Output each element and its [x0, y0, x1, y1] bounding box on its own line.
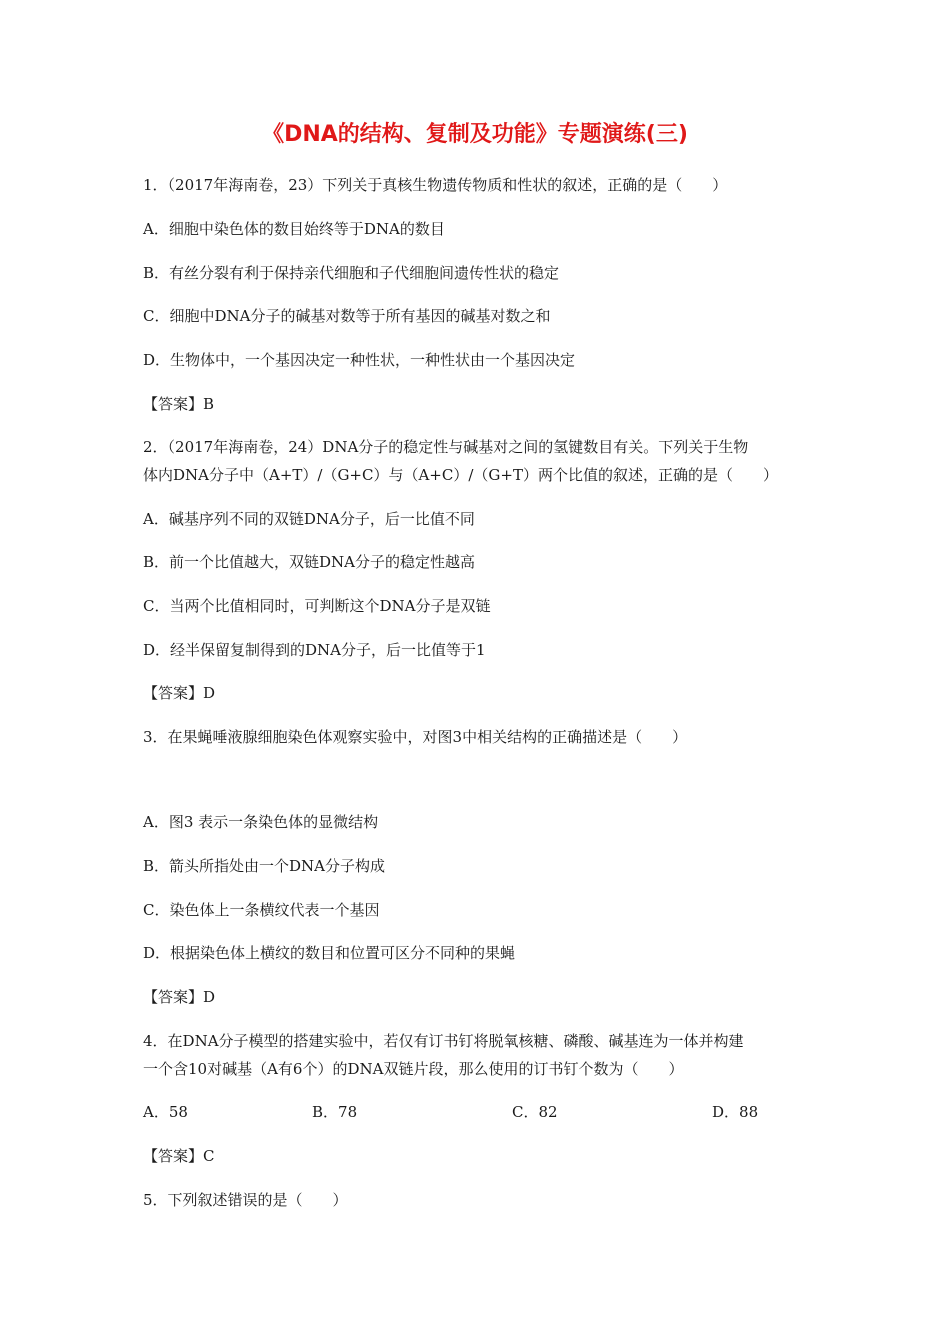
question-4-stem-line-2: 一个含10对碱基（A有6个）的DNA双链片段，那么使用的订书钉个数为（ ）: [143, 1060, 684, 1078]
question-3-stem: 3．在果蝇唾液腺细胞染色体观察实验中，对图3中相关结构的正确描述是（ ）: [143, 728, 688, 746]
question-4-option-c: C．82: [512, 1103, 558, 1121]
question-5-stem: 5．下列叙述错误的是（ ）: [143, 1191, 348, 1209]
question-4-option-a: A．58: [143, 1103, 188, 1121]
question-1-option-d: D．生物体中，一个基因决定一种性状，一种性状由一个基因决定: [143, 351, 576, 369]
question-1-option-a: A．细胞中染色体的数目始终等于DNA的数目: [143, 220, 445, 238]
question-4-option-b: B．78: [312, 1103, 358, 1121]
question-4-option-d: D．88: [712, 1103, 759, 1121]
question-4-stem-line-1: 4．在DNA分子模型的搭建实验中，若仅有订书钉将脱氧核糖、磷酸、碱基连为一体并构建: [143, 1032, 744, 1050]
question-3-answer: 【答案】D: [143, 988, 216, 1006]
question-2-stem-line-1: 2．（2017年海南卷，24）DNA分子的稳定性与碱基对之间的氢键数目有关。下列关于生物: [143, 438, 749, 456]
question-1-option-b: B．有丝分裂有利于保持亲代细胞和子代细胞间遗传性状的稳定: [143, 264, 560, 282]
question-3-option-c: C．染色体上一条横纹代表一个基因: [143, 901, 380, 919]
question-2-option-b: B．前一个比值越大，双链DNA分子的稳定性越高: [143, 553, 476, 571]
question-2-answer: 【答案】D: [143, 684, 216, 702]
question-1-answer: 【答案】B: [143, 395, 215, 413]
question-2-option-c: C．当两个比值相同时，可判断这个DNA分子是双链: [143, 597, 491, 615]
question-2-option-d: D．经半保留复制得到的DNA分子，后一比值等于1: [143, 641, 486, 659]
question-3-option-b: B．箭头所指处由一个DNA分子构成: [143, 857, 386, 875]
question-1-option-c: C．细胞中DNA分子的碱基对数等于所有基因的碱基对数之和: [143, 307, 551, 325]
question-2-option-a: A．碱基序列不同的双链DNA分子，后一比值不同: [143, 510, 475, 528]
question-3-option-d: D．根据染色体上横纹的数目和位置可区分不同种的果蝇: [143, 944, 516, 962]
question-1-stem: 1．（2017年海南卷，23）下列关于真核生物遗传物质和性状的叙述，正确的是（ ）: [143, 176, 728, 194]
question-2-stem-line-2: 体内DNA分子中（A+T）/（G+C）与（A+C）/（G+T）两个比值的叙述，正确的是（ ）: [143, 466, 778, 484]
document-title: 《DNA的结构、复制及功能》专题演练(三): [262, 122, 688, 147]
question-4-answer: 【答案】C: [143, 1147, 215, 1165]
question-3-option-a: A．图3 表示一条染色体的显微结构: [143, 813, 379, 831]
